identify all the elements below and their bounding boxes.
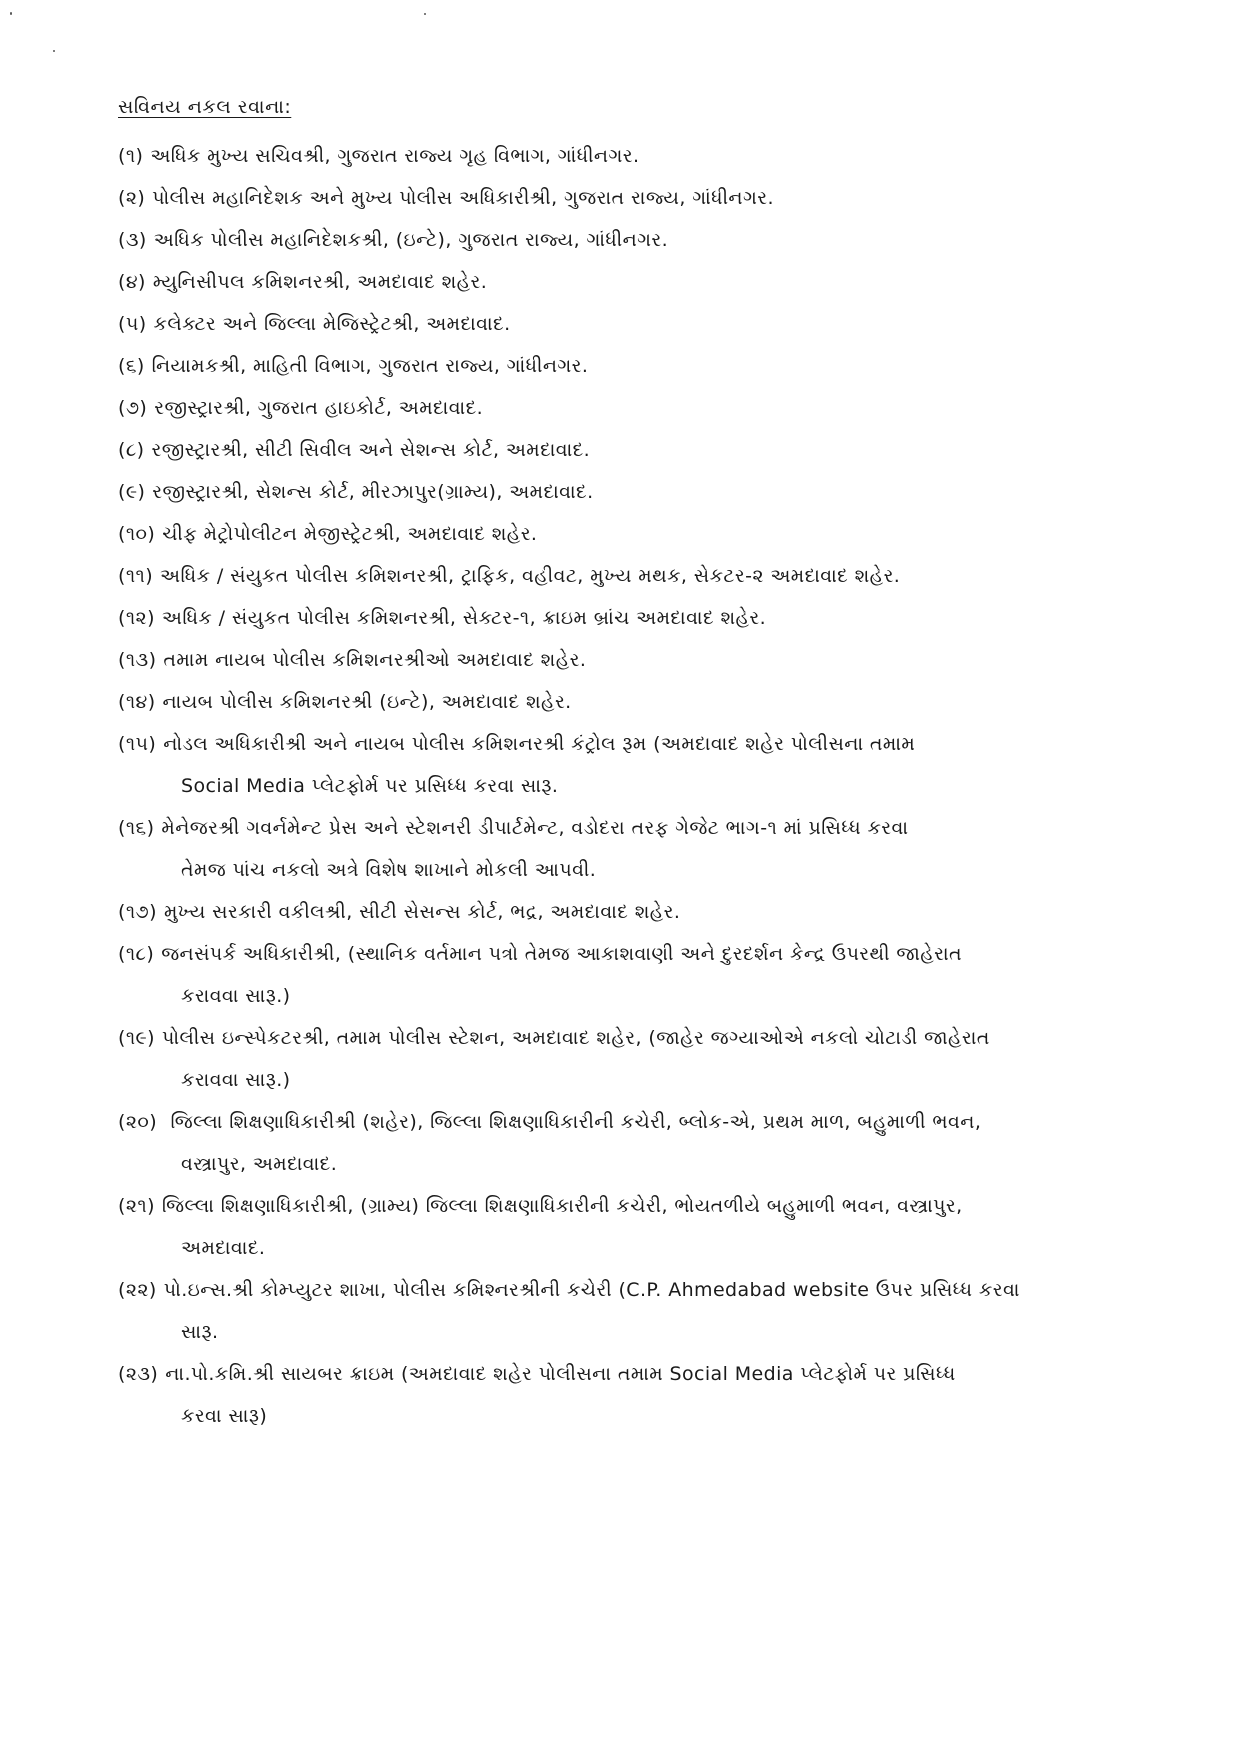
list-item-text xyxy=(118,1027,990,1049)
list-item xyxy=(118,303,1138,345)
list-item xyxy=(118,807,1138,891)
list-item-text: રજીસ્ટ્રારશ્રી, ગુજરાત હાઇકોર્ટ, અમદાવાદ. xyxy=(154,397,484,419)
list-item-text: પોલીસ મહાનિદેશક અને મુખ્ય પોલીસ અધિકારીશ્રી, ગુજરાત રાજ્ય, ગાંધીનગર. xyxy=(152,187,774,209)
list-item-line1: જનસંપર્ક અધિકારીશ્રી, (સ્થાનિક વર્તમાન પત્રો તેમજ આકાશવાણી અને દુરદર્શન કેન્દ્ર ઉપરથી જાહેરાત xyxy=(161,943,963,965)
list-item-line2: Social Media પ્લેટફોર્મ પર પ્રસિધ્ધ કરવા સારૂ. xyxy=(181,775,559,797)
list-item-text: તમામ નાયબ પોલીસ કમિશનરશ્રીઓ અમદાવાદ શહેર. xyxy=(163,649,587,671)
list-item-number: (૧૬) xyxy=(118,817,155,839)
list-item-number: (૪) xyxy=(118,271,146,293)
list-item-number: (૬) xyxy=(118,355,145,377)
list-item-number: (૮) xyxy=(118,439,145,461)
list-item-number: (૫) xyxy=(118,313,147,335)
list-item xyxy=(118,513,1138,555)
list-item-number: (૧૯) xyxy=(118,1027,155,1049)
list-item-text xyxy=(118,1111,981,1133)
list-item-text: અધિક પોલીસ મહાનિદેશકશ્રી, (ઇન્ટે), ગુજરાત રાજ્ય, ગાંધીનગર. xyxy=(153,229,669,251)
list-item xyxy=(118,681,1138,723)
list-item-number: (૧૩) xyxy=(118,649,157,671)
scan-speck xyxy=(424,13,426,15)
list-item-line2: કરવા સારૂ) xyxy=(181,1405,268,1427)
list-item-line2: તેમજ પાંચ નકલો અત્રે વિશેષ શાખાને મોકલી આપવી. xyxy=(181,859,597,881)
list-item xyxy=(118,429,1138,471)
list-item xyxy=(118,597,1138,639)
list-item-text xyxy=(118,1195,963,1217)
list-item xyxy=(118,1185,1138,1269)
list-item-text xyxy=(118,817,908,839)
list-item xyxy=(118,135,1138,177)
list-item-number: (૩) xyxy=(118,229,147,251)
list-item-text: મ્યુનિસીપલ કમિશનરશ્રી, અમદાવાદ શહેર. xyxy=(152,271,488,293)
list-item-text xyxy=(118,733,915,755)
list-item-number: (૧૫) xyxy=(118,733,157,755)
list-item-line1: પો.ઇન્સ.શ્રી કોમ્પ્યુટર શાખા, પોલીસ કમિશ્નરશ્રીની કચેરી (C.P. Ahmedabad website ઉપર પ્રસિધ્ધ કરવા xyxy=(163,1279,1020,1301)
list-item-line1: નોડલ અધિકારીશ્રી અને નાયબ પોલીસ કમિશનરશ્રી કંટ્રોલ રૂમ (અમદાવાદ શહેર પોલીસના તમામ xyxy=(163,733,916,755)
distribution-heading: સવિનય નકલ રવાના: xyxy=(118,96,292,118)
list-item-number: (૧૪) xyxy=(118,691,156,713)
list-item-number: (૧૮) xyxy=(118,943,155,965)
list-item xyxy=(118,261,1138,303)
list-item-text: નાયબ પોલીસ કમિશનરશ્રી (ઇન્ટે), અમદાવાદ શહેર. xyxy=(162,691,572,713)
list-item-text xyxy=(118,1363,956,1385)
list-item-number: (૧૦) xyxy=(118,523,156,545)
list-item-line2: વસ્ત્રાપુર, અમદાવાદ. xyxy=(181,1153,338,1175)
list-item xyxy=(118,555,1138,597)
list-item-text: અધિક / સંયુકત પોલીસ કમિશનરશ્રી, સેક્ટર-૧, ક્રાઇમ બ્રાંચ અમદાવાદ શહેર. xyxy=(161,607,767,629)
list-item-number: (૧૨) xyxy=(118,607,155,629)
list-item-number: (૧૧) xyxy=(118,565,154,587)
list-item-number: (૨૩) xyxy=(118,1363,159,1385)
list-item xyxy=(118,723,1138,807)
list-item-number: (૨૧) xyxy=(118,1195,155,1217)
list-item-line1: જિલ્લા શિક્ષણાધિકારીશ્રી (શહેર), જિલ્લા શિક્ષણાધિકારીની કચેરી, બ્લોક-એ, પ્રથમ માળ, બહુમાળી ભવન, xyxy=(164,1111,982,1133)
list-item-text: મુખ્ય સરકારી વકીલશ્રી, સીટી સેસન્સ કોર્ટ, ભદ્ર, અમદાવાદ શહેર. xyxy=(163,901,681,923)
list-item xyxy=(118,933,1138,1017)
list-item xyxy=(118,471,1138,513)
list-item xyxy=(118,1269,1138,1353)
list-item-number: (૨૨) xyxy=(118,1279,157,1301)
list-item xyxy=(118,891,1138,933)
list-item-number: (૧) xyxy=(118,145,144,167)
list-item xyxy=(118,219,1138,261)
list-item-line1: ના.પો.કમિ.શ્રી સાયબર ક્રાઇમ (અમદાવાદ શહેર પોલીસના તમામ Social Media પ્લેટફોર્મ પર પ્રસિધ્ધ xyxy=(165,1363,956,1385)
list-item-text xyxy=(118,943,962,965)
list-item xyxy=(118,1101,1138,1185)
list-item-number: (૨) xyxy=(118,187,146,209)
list-item-number: (૧૭) xyxy=(118,901,157,923)
list-item-text: નિયામકશ્રી, માહિતી વિભાગ, ગુજરાત રાજ્ય, ગાંધીનગર. xyxy=(151,355,589,377)
list-item xyxy=(118,1017,1138,1101)
list-item xyxy=(118,345,1138,387)
list-item-number: (૭) xyxy=(118,397,148,419)
list-item-text: રજીસ્ટ્રારશ્રી, સીટી સિવીલ અને સેશન્સ કોર્ટ, અમદાવાદ. xyxy=(151,439,591,461)
scan-speck xyxy=(53,50,55,52)
list-item-text: રજીસ્ટ્રારશ્રી, સેશન્સ કોર્ટ, મીરઝાપુર(ગ્રામ્ય), અમદાવાદ. xyxy=(152,481,594,503)
list-item-text: અધિક મુખ્ય સચિવશ્રી, ગુજરાત રાજ્ય ગૃહ વિભાગ, ગાંધીનગર. xyxy=(150,145,640,167)
list-item-line2: કરાવવા સારૂ.) xyxy=(181,985,291,1007)
list-item-line1: જિલ્લા શિક્ષણાધિકારીશ્રી, (ગ્રામ્ય) જિલ્લા શિક્ષણાધિકારીની કચેરી, ભોયતળીયે બહુમાળી ભવન, વસ્ત્રાપુર, xyxy=(161,1195,963,1217)
list-item xyxy=(118,177,1138,219)
list-item xyxy=(118,387,1138,429)
list-item-text: અધિક / સંયુકત પોલીસ કમિશનરશ્રી, ટ્રાફિક, વહીવટ, મુખ્ય મથક, સેકટર-૨ અમદાવાદ શહેર. xyxy=(160,565,901,587)
list-item-line2: અમદાવાદ. xyxy=(181,1237,266,1259)
list-item-text: કલેક્ટર અને જિલ્લા મેજિસ્ટ્રેટશ્રી, અમદાવાદ. xyxy=(153,313,511,335)
scan-speck xyxy=(10,12,12,15)
list-item-number: (૨૦) xyxy=(118,1111,158,1133)
list-item-line1: પોલીસ ઇન્સ્પેકટરશ્રી, તમામ પોલીસ સ્ટેશન, અમદાવાદ શહેર, (જાહેર જગ્યાઓએ નકલો ચોટાડી જાહેરાત xyxy=(161,1027,990,1049)
list-item-line2: સારૂ. xyxy=(181,1321,219,1343)
distribution-list xyxy=(118,135,1138,1437)
list-item xyxy=(118,1353,1138,1437)
list-item-text xyxy=(118,1279,1020,1301)
list-item-number: (૯) xyxy=(118,481,146,503)
list-item-text: ચીફ મેટ્રોપોલીટન મેજીસ્ટ્રેટશ્રી, અમદાવાદ શહેર. xyxy=(162,523,538,545)
list-item-line2: કરાવવા સારૂ.) xyxy=(181,1069,291,1091)
list-item xyxy=(118,639,1138,681)
list-item-line1: મેનેજરશ્રી ગવર્નમેન્ટ પ્રેસ અને સ્ટેશનરી ડીપાર્ટમેન્ટ, વડોદરા તરફ ગેજેટ ભાગ-૧ માં પ્રસિધ્ધ કરવા xyxy=(161,817,909,839)
